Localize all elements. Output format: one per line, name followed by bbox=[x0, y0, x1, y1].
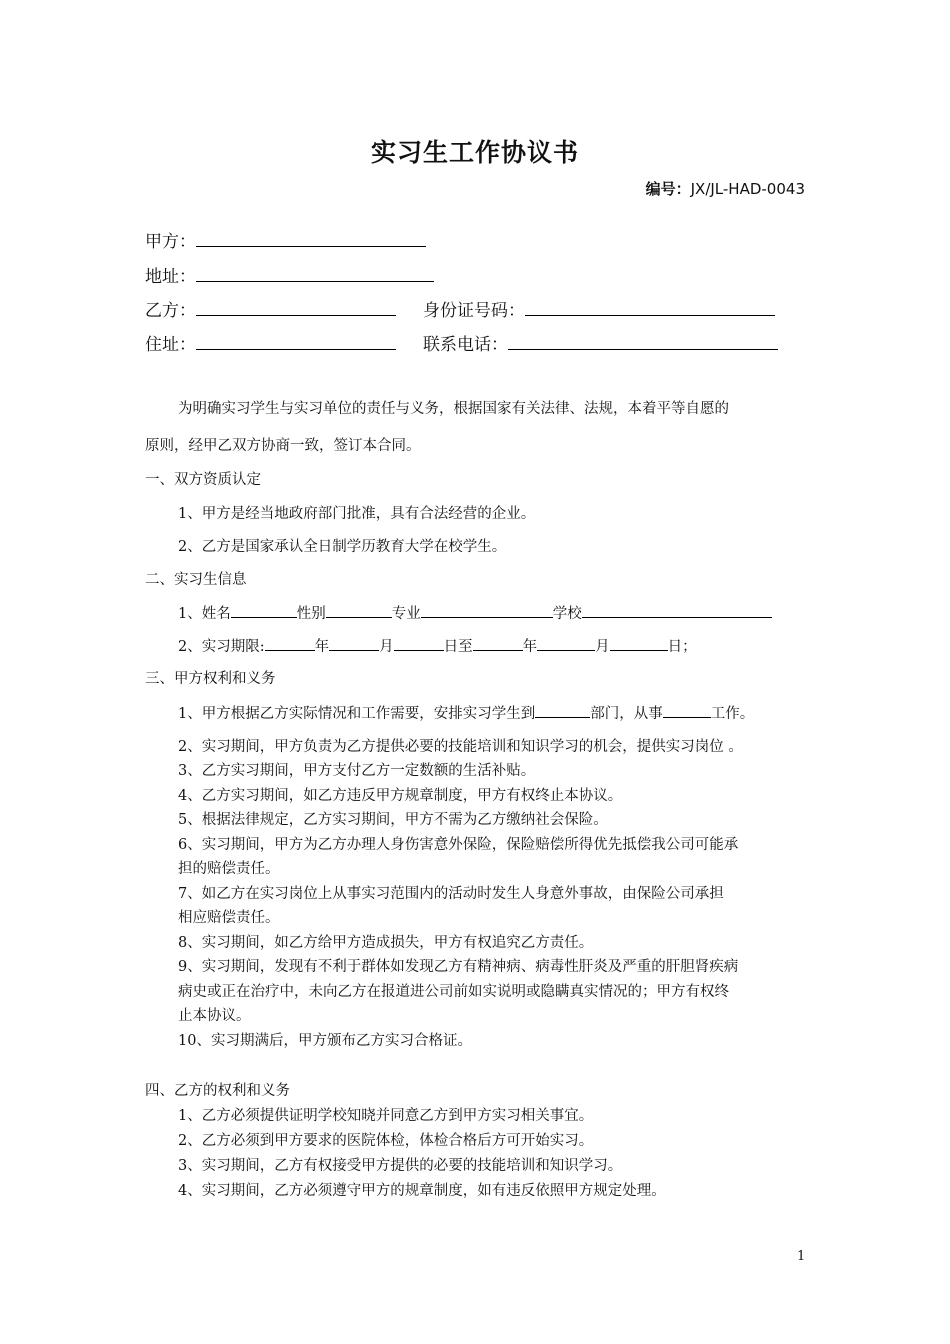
major-blank[interactable] bbox=[421, 603, 553, 618]
end-day-label: 日； bbox=[667, 639, 697, 655]
gender-label: 性别 bbox=[296, 606, 326, 622]
phone-label: 联系电话： bbox=[423, 335, 508, 355]
department-blank[interactable] bbox=[535, 703, 590, 718]
page-number: 1 bbox=[797, 1249, 806, 1264]
item-1-text-a: 1、甲方根据乙方实际情况和工作需要，安排实习学生到 bbox=[178, 706, 536, 722]
section-3-line: 10、实习期满后，甲方颁布乙方实习合格证。 bbox=[178, 1033, 472, 1049]
phone-row bbox=[423, 330, 778, 355]
address-blank[interactable] bbox=[196, 264, 434, 282]
end-year-label: 年 bbox=[522, 639, 538, 655]
end-year-blank[interactable] bbox=[473, 636, 523, 651]
party-b-row bbox=[145, 296, 396, 321]
section-1-item-1: 1、甲方是经当地政府部门批准，具有合法经营的企业。 bbox=[178, 506, 536, 522]
section-3-line: 4、乙方实习期间，如乙方违反甲方规章制度，甲方有权终止本协议。 bbox=[178, 788, 623, 804]
section-3-line: 8、实习期间，如乙方给甲方造成损失，甲方有权追究乙方责任。 bbox=[178, 935, 594, 951]
party-a-label: 甲方： bbox=[145, 232, 196, 252]
section-4-item: 4、实习期间，乙方必须遵守甲方的规章制度，如有违反依照甲方规定处理。 bbox=[178, 1183, 666, 1199]
start-day-blank[interactable] bbox=[394, 636, 444, 651]
section-3-line: 6、实习期间，甲方为乙方办理人身伤害意外保险，保险赔偿所得优先抵偿我公司可能承 bbox=[178, 837, 739, 853]
residence-label: 住址： bbox=[145, 335, 196, 355]
section-1-heading: 一、双方资质认定 bbox=[145, 472, 261, 488]
work-blank[interactable] bbox=[663, 703, 711, 718]
section-4-heading: 四、乙方的权利和义务 bbox=[145, 1083, 290, 1099]
school-label: 学校 bbox=[552, 606, 582, 622]
party-b-blank[interactable] bbox=[196, 298, 396, 316]
party-a-blank[interactable] bbox=[196, 229, 426, 247]
section-3-line: 3、乙方实习期间，甲方支付乙方一定数额的生活补贴。 bbox=[178, 763, 536, 779]
section-3-line: 担的赔偿责任。 bbox=[178, 861, 280, 877]
address-row bbox=[145, 262, 434, 287]
school-blank[interactable] bbox=[582, 603, 772, 618]
period-line bbox=[178, 636, 697, 657]
document-title: 实习生工作协议书 bbox=[370, 138, 579, 167]
start-year-label: 年 bbox=[314, 639, 330, 655]
start-month-label: 月 bbox=[379, 639, 394, 655]
end-month-label: 月 bbox=[595, 639, 610, 655]
phone-blank[interactable] bbox=[508, 332, 778, 350]
party-a-row bbox=[145, 227, 426, 252]
section-4-item: 3、实习期间，乙方有权接受甲方提供的必要的技能培训和知识学习。 bbox=[178, 1158, 623, 1174]
item-1-text-b: 部门，从事 bbox=[590, 706, 663, 722]
end-month-blank[interactable] bbox=[537, 636, 595, 651]
document-code bbox=[646, 178, 805, 199]
section-3-line: 5、根据法律规定，乙方实习期间，甲方不需为乙方缴纳社会保险。 bbox=[178, 812, 608, 828]
name-label: 1、姓名 bbox=[178, 606, 231, 622]
section-4-item: 2、乙方必须到甲方要求的医院体检，体检合格后方可开始实习。 bbox=[178, 1133, 594, 1149]
major-label: 专业 bbox=[391, 606, 421, 622]
section-2-heading: 二、实习生信息 bbox=[145, 572, 247, 588]
start-day-label: 日至 bbox=[443, 639, 473, 655]
section-3-item-1 bbox=[178, 703, 754, 724]
student-info-line bbox=[178, 603, 772, 624]
intro-line-2: 原则，经甲乙双方协商一致，签订本合同。 bbox=[145, 438, 421, 454]
gender-blank[interactable] bbox=[326, 603, 392, 618]
section-3-line: 止本协议。 bbox=[178, 1008, 251, 1024]
id-number-blank[interactable] bbox=[525, 298, 775, 316]
section-3-line: 病史或正在治疗中，未向乙方在报道进公司前如实说明或隐瞒真实情况的；甲方有权终 bbox=[178, 984, 729, 1000]
section-3-line: 2、实习期间，甲方负责为乙方提供必要的技能培训和知识学习的机会，提供实习岗位 。 bbox=[178, 739, 743, 755]
id-number-row bbox=[423, 296, 775, 321]
name-blank[interactable] bbox=[231, 603, 297, 618]
section-3-line: 9、实习期间，发现有不利于群体如发现乙方有精神病、病毒性肝炎及严重的肝胆肾疾病 bbox=[178, 959, 739, 975]
section-4-item: 1、乙方必须提供证明学校知晓并同意乙方到甲方实习相关事宜。 bbox=[178, 1108, 594, 1124]
end-day-blank[interactable] bbox=[610, 636, 668, 651]
address-label: 地址： bbox=[145, 267, 196, 287]
section-3-line: 相应赔偿责任。 bbox=[178, 910, 280, 926]
start-month-blank[interactable] bbox=[329, 636, 379, 651]
intro-line-1: 为明确实习学生与实习单位的责任与义务，根据国家有关法律、法规，本着平等自愿的 bbox=[178, 401, 729, 417]
party-b-label: 乙方： bbox=[145, 301, 196, 321]
section-1-item-2: 2、乙方是国家承认全日制学历教育大学在校学生。 bbox=[178, 539, 507, 555]
start-year-blank[interactable] bbox=[265, 636, 315, 651]
id-number-label: 身份证号码： bbox=[423, 301, 525, 321]
section-3-heading: 三、甲方权利和义务 bbox=[145, 671, 276, 687]
section-3-line: 7、如乙方在实习岗位上从事实习范围内的活动时发生人身意外事故，由保险公司承担 bbox=[178, 886, 724, 902]
residence-row bbox=[145, 330, 396, 355]
period-label: 2、实习期限: bbox=[178, 639, 265, 655]
residence-blank[interactable] bbox=[196, 332, 396, 350]
code-value: JX/JL-HAD-0043 bbox=[690, 180, 805, 198]
code-label: 编号： bbox=[645, 180, 691, 198]
item-1-text-c: 工作。 bbox=[710, 706, 755, 722]
